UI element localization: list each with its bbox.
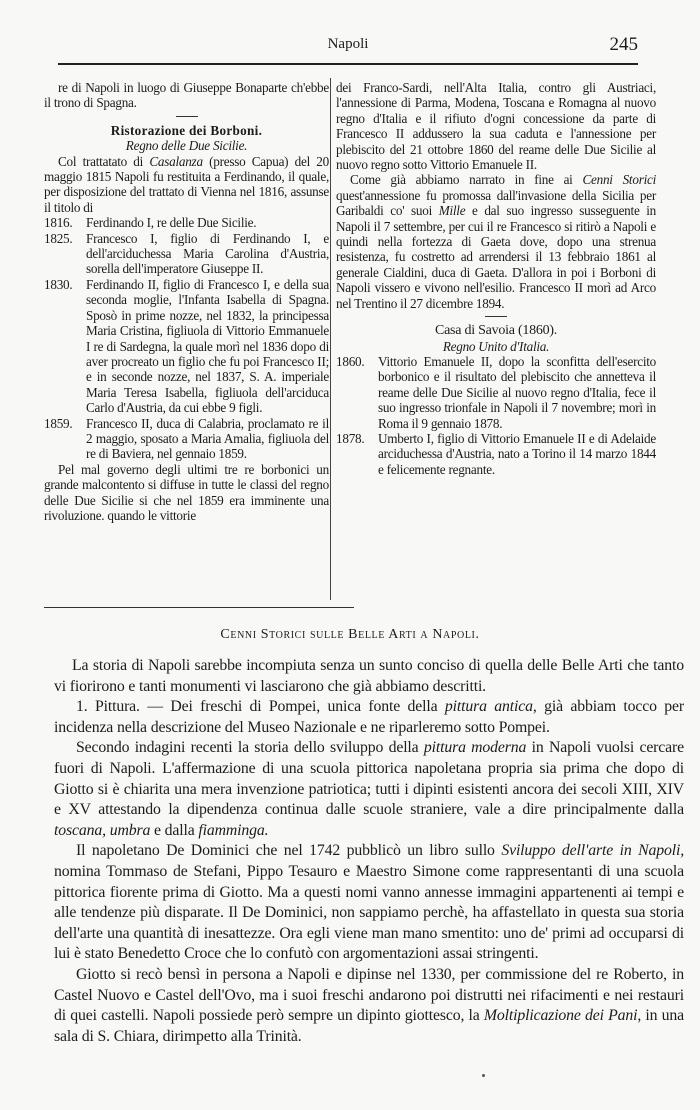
main-paragraph: 1. Pittura. — Dei freschi di Pompei, unica fonte della pittura antica, già abbiam tocco per incidenza nella descrizione del Museo Nazionale e ne riparleremo sotto Pompei. xyxy=(54,698,685,736)
main-paragraph: Giotto si recò bensì in persona a Napoli e dipinse nel 1330, per commissione del re Roberto, in Castel Nuovo e Castel dell'Ovo, ma i suoi freschi andarono poi distrutti nei rifacimenti e nei restauri di quei castelli. Napoli possiede però sempre un dipinto giottesco, la Moltiplicazione dei Pani, in una sala di S. Chiara, dirimpetto alla Trinità. xyxy=(54,965,685,1045)
section-title-savoia: Casa di Savoia (1860). xyxy=(434,323,558,339)
page-header xyxy=(58,34,638,58)
belle-arti-heading: Cenni Storici sulle Belle Arti a Napoli. xyxy=(220,627,480,642)
left-opening-paragraph: re di Napoli in luogo di Giuseppe Bonaparte ch'ebbe il trono di Spagna. xyxy=(44,80,329,111)
section-subtitle-regno-italia: Regno Unito d'Italia. xyxy=(442,338,550,354)
header-rule xyxy=(58,63,638,65)
chronology-entry: 1860. Vittorio Emanuele II, dopo la sconfitta dell'esercito borbonico e il risultato del plebiscito che annetteva il reame delle Due Sicilie al nuovo regno d'Italia, fece il suo ingresso trionfale in Napoli il 7 novembre; morì in Roma il 9 gennaio 1878. xyxy=(336,353,656,431)
left-closing-paragraph: Pel mal governo degli ultimi tre re borbonici un grande malcontento si diffuse in tutte le classi del regno delle Due Sicilie si che nel 1859 era imminente una rivoluzione. quando le vittorie xyxy=(44,461,329,523)
garibaldi-paragraph: Come già abbiamo narrato in fine ai Cenni Storici quest'annessione fu promossa dall'invasione della Sicilia per Garibaldi co' suoi Mille e dal suo ingresso susseguente in Napoli il 7 settembre, per cui il re Francesco si ritirò a Napoli e quindi nella fortezza di Gaeta dove, dopo una strenua resistenza, fu costretto ad arrendersi il 13 febbraio 1861 al generale Cialdini, duca di Gaeta. D'allora in poi i Borboni di Napoli vissero e vivono nell'esilio. Francesco II morì ad Arco nel Trentino il 27 dicembre 1894. xyxy=(336,172,657,311)
page-number: 245 xyxy=(609,34,638,55)
main-text xyxy=(54,656,684,1047)
main-paragraph: Il napoletano De Dominici che nel 1742 pubblicò un libro sullo Sviluppo dell'arte in Napoli, nomina Tommaso de Stefani, Pippo Tesauro e Maestro Simone come rappresentanti di una scuola pittorica fiorente prima di Giotto. Ma a questi nomi vanno annesse immagini appartenenti ai tempi e alle tendenze più disparate. Il De Dominici, non sappiamo perchè, ha affastellato in questa sua storia dell'arte una quantità di inesattezze. Ora egli viene man mano smentito: uno de' primi ad occuparsi di lui è stato Benedetto Croce che lo confutò con argomentazioni assai stringenti. xyxy=(54,842,685,963)
right-opening-paragraph: dei Franco-Sardi, nell'Alta Italia, contro gli Austriaci, l'annessione di Parma, Modena, Toscana e Romagna al nuovo regno d'Italia e il rifiuto d'ogni concessione da parte di Francesco II addussero la sua caduta e l'annessione per plebiscito del 21 ottobre 1860 del reame delle Due Sicilie al nuovo regno sotto Vittorio Emanuele II. xyxy=(336,80,656,173)
section-divider xyxy=(176,116,198,117)
chronology-entry: 1816. Ferdinando I, re delle Due Sicilie. xyxy=(44,215,257,231)
main-paragraph: Secondo indagini recenti la storia dello sviluppo della pittura moderna in Napoli vuolsi cercare fuori di Napoli. L'affermazione di una scuola pittorica napoletana propria sia prima che dopo di Giotto si è chiarita una mera invenzione patriotica; tutti i dipinti esistenti ancora dei secoli XIII, XIV e XV attestando la dipendenza continua dalle scuole straniere, vale a dire principalmente dalla toscana, umbra e dalla fiamminga. xyxy=(54,739,684,839)
left-column xyxy=(44,80,329,523)
chronology-entry: 1859. Francesco II, duca di Calabria, proclamato re il 2 maggio, sposato a Maria Amalia, figliuola del re di Baviera, nel gennaio 1859. xyxy=(44,415,329,462)
page-mark xyxy=(482,1074,485,1077)
chronology-entry: 1825. Francesco I, figlio di Ferdinando I, e dell'arciduchessa Maria Carolina d'Austria, sorella dell'imperatore Giuseppe II. xyxy=(44,230,329,277)
section-subtitle-due-sicilie: Regno delle Due Sicilie. xyxy=(125,138,248,154)
chronology-entry: 1830. Ferdinando II, figlio di Francesco I, e della sua seconda moglie, l'Infanta Isabella di Spagna. Sposò in prime nozze, nel 1832, la principessa Maria Cristina, figliuola di Vittorio Emmanuele I re di Sardegna, la quale morì nel 1836 dopo di aver procreato un figlio che fu poi Francesco II; e in seconde nozze, nel 1837, S. A. imperiale Maria Teresa Isabella, figliuola dell'arciduca Carlo d'Austria, da cui ebbe 9 figli. xyxy=(44,276,329,416)
chronology-entry: 1878. Umberto I, figlio di Vittorio Emanuele II e di Adelaide arciduchessa d'Austria, nato a Torino il 14 marzo 1844 e felicemente regnante. xyxy=(336,430,656,477)
right-column xyxy=(336,80,656,477)
section-divider xyxy=(485,316,507,317)
main-paragraph: La storia di Napoli sarebbe incompiuta senza un sunto conciso di quella delle Belle Arti che tanto vi fiorirono e tanti monumenti vi lasciarono che già abbiamo descritti. xyxy=(54,657,684,695)
running-title: Napoli xyxy=(327,36,369,52)
column-divider xyxy=(330,78,331,600)
intro-paragraph: Col trattatato di Casalanza (presso Capua) del 20 maggio 1815 Napoli fu restituita a Ferdinando, il quale, per disposizione del trattato di Vienna nel 1816, assunse il titolo di xyxy=(44,153,329,215)
section-title-ristorazione: Ristorazione dei Borboni. xyxy=(110,122,263,138)
section-rule xyxy=(44,607,354,608)
